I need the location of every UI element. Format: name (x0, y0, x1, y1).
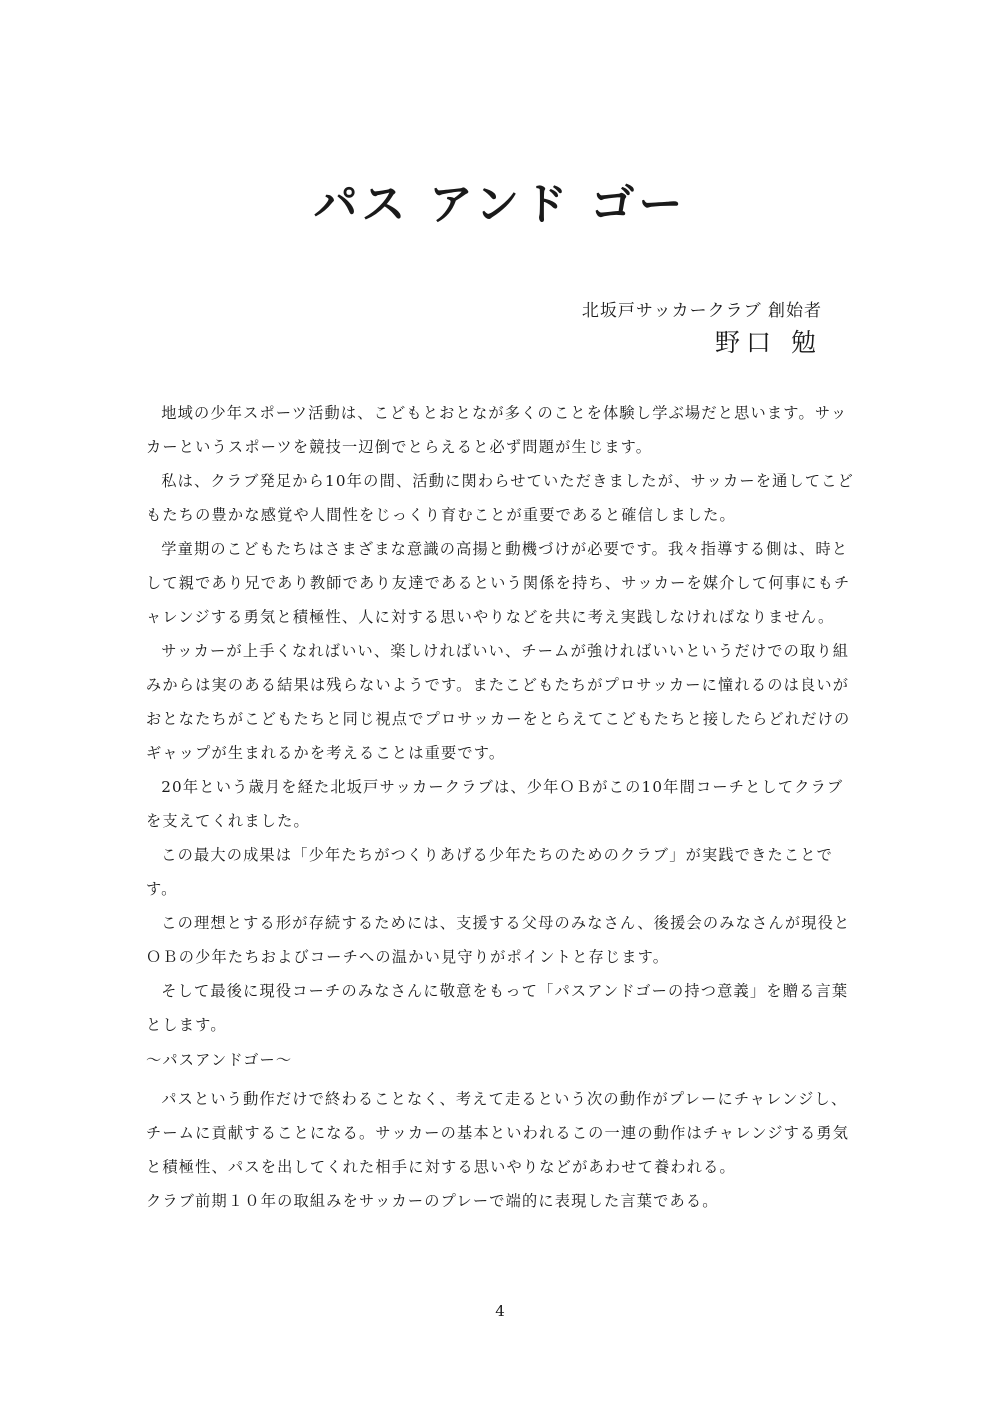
author-organization-role: 北坂戸サッカークラブ 創始者 (581, 301, 822, 321)
document-title: パス アンド ゴー (313, 179, 687, 230)
byline (582, 296, 822, 359)
page-number: 4 (495, 1302, 505, 1320)
motto-heading: ～パスアンドゴー～ (146, 1051, 293, 1069)
paragraph: 20年という歳月を経た北坂戸サッカークラブは、少年ＯＢがこの10年間コーチとしてクラブを支えてくれました。 (146, 778, 844, 830)
motto-text: パスという動作だけで終わることなく、考えて走るという次の動作がプレーにチャレンジし、チームに貢献することになる。サッカーの基本といわれるこの一連の動作はチャレンジする勇気と積極性、パスを出してくれた相手に対する思いやりなどがあわせて養われる。 (146, 1090, 850, 1176)
author-name: 野口 勉 (715, 328, 822, 357)
paragraph: この最大の成果は「少年たちがつくりあげる少年たちのためのクラブ」が実践できたことです。 (146, 846, 834, 898)
paragraph: この理想とする形が存続するためには、支援する父母のみなさん、後援会のみなさんが現役とＯＢの少年たちおよびコーチへの温かい見守りがポイントと存じます。 (146, 914, 851, 966)
paragraph: 地域の少年スポーツ活動は、こどもとおとなが多くのことを体験し学ぶ場だと思います。サッカーというスポーツを競技一辺倒でとらえると必ず問題が生じます。 (146, 404, 848, 456)
paragraph: そして最後に現役コーチのみなさんに敬意をもって「パスアンドゴーの持つ意義」を贈る言葉とします。 (146, 982, 849, 1034)
motto-section (146, 1043, 858, 1218)
paragraph: サッカーが上手くなればいい、楽しければいい、チームが強ければいいというだけでの取り組みからは実のある結果は残らないようです。またこどもたちがプロサッカーに憧れるのは良いがおとなたちがこどもたちと同じ視点でプロサッカーをとらえてこどもたちと接したらどれだけのギャップが生まれるかを考えることは重要です。 (146, 642, 851, 762)
body-text (146, 396, 858, 1042)
motto-closing: クラブ前期１０年の取組みをサッカーのプレーで端的に表現した言葉である。 (146, 1192, 719, 1210)
paragraph: 私は、クラブ発足から10年の間、活動に関わらせていただきましたが、サッカーを通してこどもたちの豊かな感覚や人間性をじっくり育むことが重要であると確信しました。 (146, 472, 855, 524)
paragraph: 学童期のこどもたちはさまざまな意識の高揚と動機づけが必要です。我々指導する側は、時として親であり兄であり教師であり友達であるという関係を持ち、サッカーを媒介して何事にもチャレンジする勇気と積極性、人に対する思いやりなどを共に考え実践しなければなりません。 (146, 540, 851, 626)
